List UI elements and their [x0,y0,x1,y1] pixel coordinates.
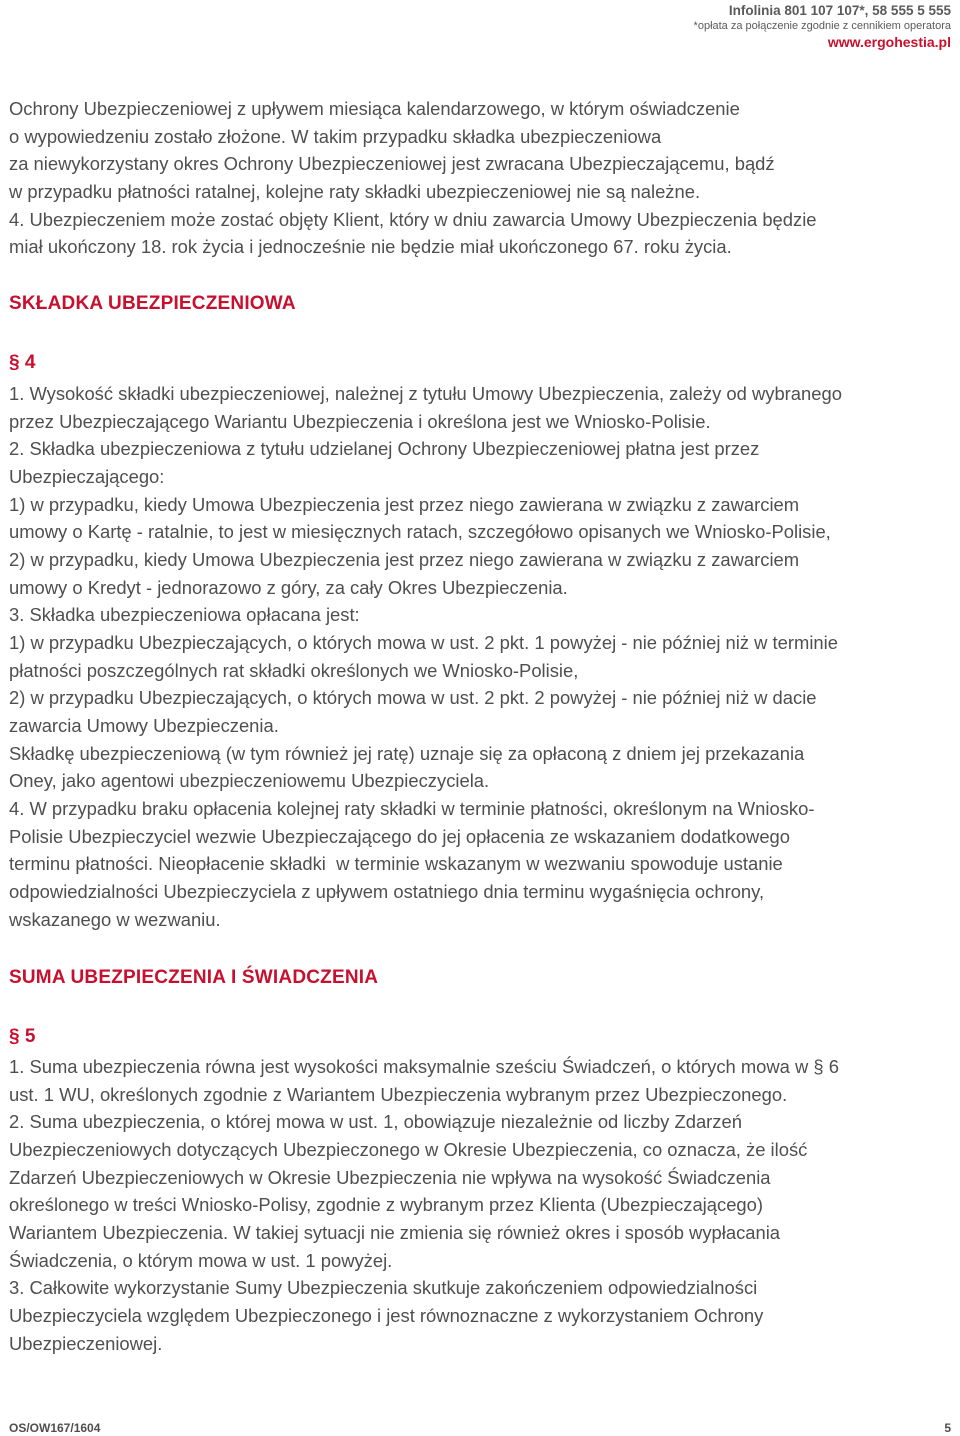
text-line: w przypadku płatności ratalnej, kolejne raty składki ubezpieczeniowej nie są należne. [9,181,701,203]
text-line: Ubezpieczyciela względem Ubezpieczonego i jest równoznaczne z wykorzystaniem Ochrony [9,1305,764,1327]
text-line: przez Ubezpieczającego Wariantu Ubezpieczenia i określona jest we Wniosko-Polisie. [9,410,711,432]
text-line: umowy o Kartę - ratalnie, to jest w miesięcznych ratach, szczegółowo opisanych we Wniosko-Polisie, [9,521,831,543]
text-line: określonego w treści Wniosko-Polisy, zgodnie z wybranym przez Klienta (Ubezpieczającego) [9,1194,763,1216]
text-line: ust. 1 WU, określonych zgodnie z Wariantem Ubezpieczenia wybranym przez Ubezpieczonego. [9,1083,788,1105]
text-line: 3. Składka ubezpieczeniowa opłacana jest: [9,604,360,626]
section-5-body [9,1053,954,1357]
section-4-body [9,380,954,933]
paragraph-mark-5: § 5 [9,1026,36,1047]
text-line: Ubezpieczeniowej. [9,1332,163,1354]
text-line: płatności poszczególnych rat składki określonych we Wniosko-Polisie, [9,659,579,681]
text-line: miał ukończony 18. rok życia i jednocześnie nie będzie miał ukończonego 67. roku życia. [9,236,732,258]
text-line: Ochrony Ubezpieczeniowej z upływem miesiąca kalendarzowego, w którym oświadczenie [9,98,740,119]
text-line: Składkę ubezpieczeniową (w tym również jej ratę) uznaje się za opłaconą z dniem jej przekazania [9,742,805,764]
text-line: Ubezpieczeniowych dotyczących Ubezpieczonego w Okresie Ubezpieczenia, co oznacza, że ilość [9,1139,808,1161]
page-number: 5 [944,1421,951,1435]
text-line: Polisie Ubezpieczyciel wezwie Ubezpieczającego do jej opłacenia ze wskazaniem dodatkowego [9,825,791,847]
text-line: za niewykorzystany okres Ochrony Ubezpieczeniowej jest zwracana Ubezpieczającemu, bądź [9,153,775,175]
text-line: 1) w przypadku Ubezpieczających, o których mowa w ust. 2 pkt. 1 powyżej - nie później niż w terminie [9,632,838,654]
text-line: Zdarzeń Ubezpieczeniowych w Okresie Ubezpieczenia nie wpływa na wysokość Świadczenia [9,1166,771,1188]
text-line: 4. Ubezpieczeniem może zostać objęty Klient, który w dniu zawarcia Umowy Ubezpieczenia będzie [9,208,817,230]
text-line: 2) w przypadku Ubezpieczających, o których mowa w ust. 2 pkt. 2 powyżej - nie później niż w dacie [9,687,817,709]
text-line: 2. Składka ubezpieczeniowa z tytułu udzielanej Ochrony Ubezpieczeniowej płatna jest przez [9,438,760,460]
text-line: 1. Suma ubezpieczenia równa jest wysokości maksymalnie sześciu Świadczeń, o których mowa w § 6 [9,1056,839,1077]
text-line: 3. Całkowite wykorzystanie Sumy Ubezpieczenia skutkuje zakończeniem odpowiedzialności [9,1277,758,1299]
hotline-text: Infolinia 801 107 107*, 58 555 5 555 [728,3,951,18]
text-line: o wypowiedzeniu zostało złożone. W takim przypadku składka ubezpieczeniowa [9,125,662,147]
section-heading-sum-insured: SUMA UBEZPIECZENIA I ŚWIADCZENIA [9,967,379,988]
section-heading-premium: SKŁADKA UBEZPIECZENIOWA [9,293,296,314]
text-line: Ubezpieczającego: [9,466,165,488]
text-line: 4. W przypadku braku opłacenia kolejnej raty składki w terminie płatności, określonym na Wniosko- [9,798,815,820]
website-link[interactable]: www.ergohestia.pl [827,34,951,50]
text-line: Oney, jako agentowi ubezpieczeniowemu Ubezpieczyciela. [9,770,490,792]
text-line: Świadczenia, o którym mowa w ust. 1 powyżej. [9,1249,393,1271]
call-cost-note: *opłata za połączenie zgodnie z cennikiem operatora [693,20,951,32]
text-line: wskazanego w wezwaniu. [9,908,221,930]
text-line: Wariantem Ubezpieczenia. W takiej sytuacji nie zmienia się również okres i sposób wypłacania [9,1222,781,1244]
text-line: umowy o Kredyt - jednorazowo z góry, za cały Okres Ubezpieczenia. [9,576,568,598]
text-line: 1) w przypadku, kiedy Umowa Ubezpieczenia jest przez niego zawierana w związku z zawarciem [9,493,800,515]
document-code: OS/OW167/1604 [9,1421,101,1435]
text-line: zawarcia Umowy Ubezpieczenia. [9,715,279,737]
text-line: 2) w przypadku, kiedy Umowa Ubezpieczenia jest przez niego zawierana w związku z zawarciem [9,549,800,571]
intro-paragraphs [9,95,954,261]
paragraph-mark-4: § 4 [9,352,36,373]
page-header [694,3,951,52]
text-line: 2. Suma ubezpieczenia, o której mowa w ust. 1, obowiązuje niezależnie od liczby Zdarzeń [9,1111,742,1133]
text-line: terminu płatności. Nieopłacenie składki w terminie wskazanym w wezwaniu spowoduje ustanie [9,853,783,875]
text-line: odpowiedzialności Ubezpieczyciela z upływem ostatniego dnia terminu wygaśnięcia ochrony, [9,881,765,903]
text-line: 1. Wysokość składki ubezpieczeniowej, należnej z tytułu Umowy Ubezpieczenia, zależy od wybranego [9,383,842,404]
